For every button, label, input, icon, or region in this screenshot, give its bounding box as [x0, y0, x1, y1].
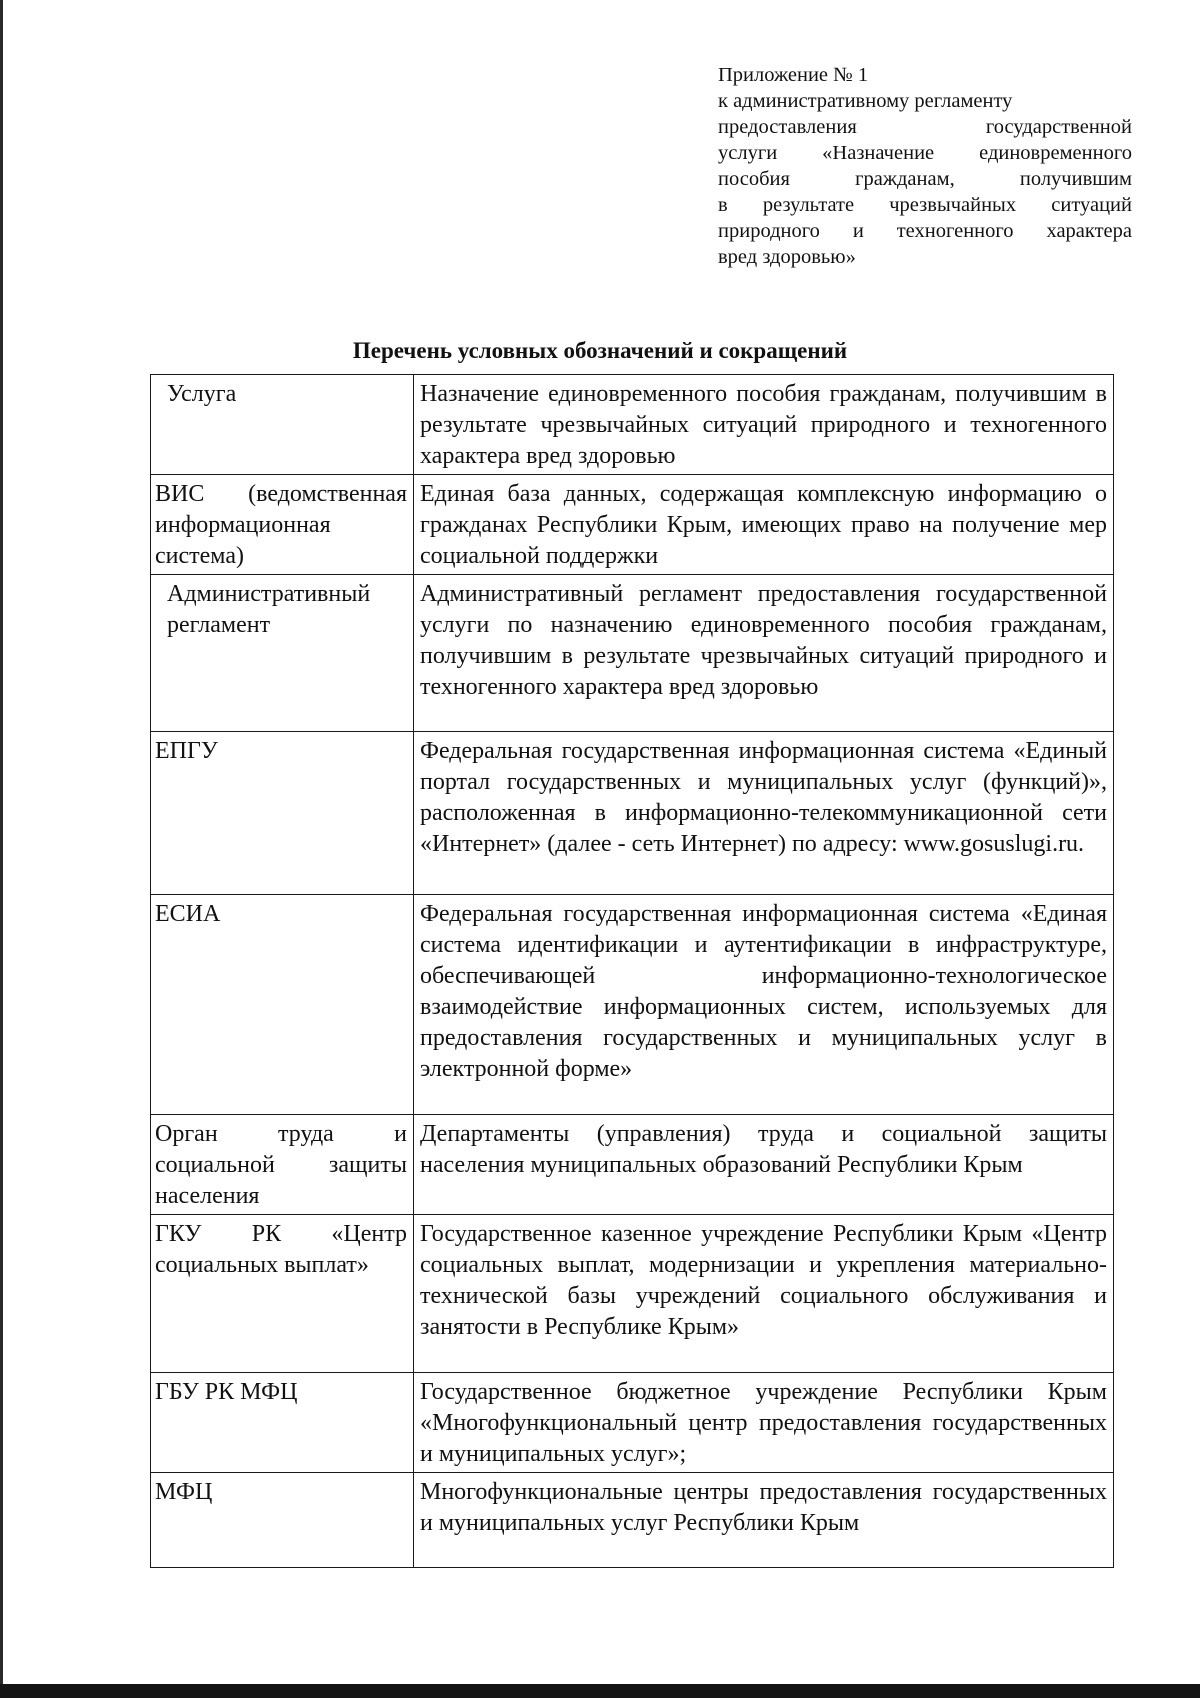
document-title: Перечень условных обозначений и сокращений	[352, 338, 848, 363]
appendix-line: пособия гражданам, получившим	[718, 168, 1132, 190]
term-cell: ГКУ РК «Центр социальных выплат»	[151, 1215, 414, 1373]
definition-cell: Государственное бюджетное учреждение Республики Крым «Многофункциональный центр предоставления государственных и муниципальных услуг»;	[414, 1373, 1114, 1473]
term-text: Услуга	[167, 381, 237, 407]
term-text: Административный регламент	[167, 581, 371, 638]
table-row	[151, 1215, 1114, 1373]
appendix-line: предоставления государственной	[718, 116, 1132, 138]
term-cell: ГБУ РК МФЦ	[151, 1373, 414, 1473]
appendix-line: услуги «Назначение единовременного	[718, 142, 1132, 164]
table-row	[151, 375, 1114, 475]
term-cell: ЕПГУ	[151, 732, 414, 895]
scan-edge-bottom	[0, 1684, 1200, 1698]
definition-cell: Многофункциональные центры предоставления государственных и муниципальных услуг Республики Крым	[414, 1473, 1114, 1568]
definition-cell: Административный регламент предоставления государственной услуги по назначению единовременного пособия гражданам, получившим в результате чрезвычайных ситуаций природного и техногенного характера вред здоровью	[414, 575, 1114, 732]
table-row	[151, 1373, 1114, 1473]
table-row	[151, 1473, 1114, 1568]
table-row	[151, 575, 1114, 732]
appendix-line: в результате чрезвычайных ситуаций	[718, 194, 1132, 216]
table-row	[151, 1115, 1114, 1215]
appendix-header	[718, 62, 1132, 270]
appendix-line: Приложение № 1	[718, 64, 869, 86]
definition-cell: Федеральная государственная информационная система «Единый портал государственных и муниципальных услуг (функций)», расположенная в информационно-телекоммуникационной сети «Интернет» (далее - сеть Интернет) по адресу: www.gosuslugi.ru.	[414, 732, 1114, 895]
table-row	[151, 895, 1114, 1115]
term-cell: ЕСИА	[151, 895, 414, 1115]
term-cell	[151, 375, 414, 475]
definition-cell: Назначение единовременного пособия гражданам, получившим в результате чрезвычайных ситуаций природного и техногенного характера вред здоровью	[414, 375, 1114, 475]
definition-cell: Государственное казенное учреждение Республики Крым «Центр социальных выплат, модернизации и укрепления материально-технической базы учреждений социального обслуживания и занятости в Республике Крым»	[414, 1215, 1114, 1373]
table-row	[151, 475, 1114, 575]
term-cell: ВИС (ведомственная информационная система)	[151, 475, 414, 575]
definition-cell: Федеральная государственная информационная система «Единая система идентификации и аутентификации в инфраструктуре, обеспечивающей информационно-технологическое взаимодействие информационных систем, используемых для предоставления государственных и муниципальных услуг в электронной форме»	[414, 895, 1114, 1115]
term-cell: МФЦ	[151, 1473, 414, 1568]
table-row	[151, 732, 1114, 895]
definition-cell: Департаменты (управления) труда и социальной защиты населения муниципальных образований Республики Крым	[414, 1115, 1114, 1215]
appendix-line: к административному регламенту	[718, 90, 1013, 112]
term-cell	[151, 575, 414, 732]
scan-edge-left	[0, 0, 3, 1698]
abbreviations-table	[150, 374, 1114, 1568]
term-cell: Орган труда и социальной защиты населения	[151, 1115, 414, 1215]
definition-cell: Единая база данных, содержащая комплексную информацию о гражданах Республики Крым, имеющих право на получение мер социальной поддержки	[414, 475, 1114, 575]
appendix-line: природного и техногенного характера	[718, 220, 1132, 242]
appendix-line: вред здоровью»	[718, 246, 856, 268]
